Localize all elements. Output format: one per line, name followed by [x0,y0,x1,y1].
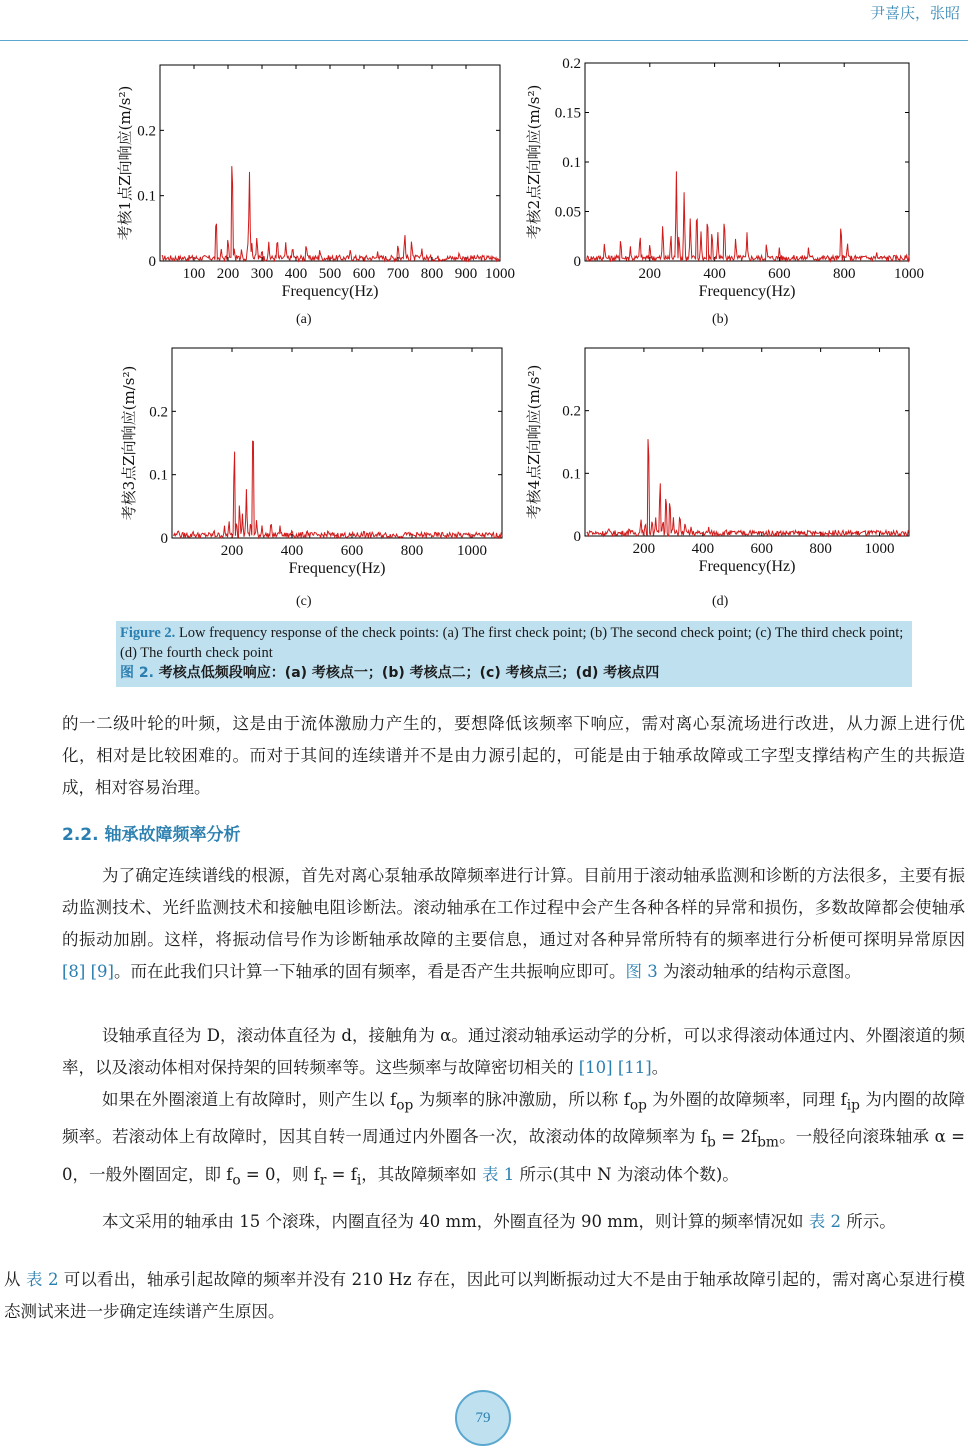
figure-caption [116,621,912,687]
chart-a-svg [118,55,518,305]
p4-sub-r: r [319,1171,327,1188]
plot-frame-c [172,348,502,538]
paragraph-1: 的一二级叶轮的叶频，这是由于流体激励力产生的，要想降低该频率下响应，需对离心泵流场进行改进，从力源上进行优化，相对是比较困难的。而对于其间的连续谱并不是由力源引起的，可能是由于轴承故障或工字型支撑结构产生的共振造成，相对容易治理。 [62,714,965,797]
y-tick-label-a: 0.2 [137,123,156,140]
y-tick-label-c: 0.1 [149,467,168,484]
y-tick-label-b: 0.05 [554,204,581,221]
x-tick-label-b: 200 [638,266,662,282]
x-tick-label-a: 500 [318,266,342,282]
p3-text-b: 。 [651,1058,669,1077]
p4-text-c: 为频率的脉冲激励，所以称 f [413,1090,630,1109]
p4-sub-ip: ip [846,1097,860,1114]
x-tick-label-a: 800 [420,266,444,282]
p4-sub-op-2: op [629,1097,647,1114]
y-axis-label-d: 考核4点Z向响应(m/s²) [525,364,543,520]
plot-frame-d [585,348,909,536]
x-tick-label-d: 600 [750,541,773,557]
panel-caption-d: (d) [712,594,729,609]
x-axis-label-c: Frequency(Hz) [288,560,386,577]
y-tick-label-b: 0 [573,254,581,270]
x-tick-label-a: 1000 [485,266,515,282]
paragraph-5 [62,1206,965,1238]
x-tick-label-b: 400 [703,266,726,282]
panel-caption-c: (c) [296,594,312,609]
chart-panel-b [525,55,925,305]
x-axis-label-b: Frequency(Hz) [698,283,796,300]
paragraph-6 [4,1264,965,1328]
y-axis-label-a: 考核1点Z向响应(m/s²) [116,85,134,241]
header-authors: 尹喜庆，张昭 [869,4,960,22]
table-2-link-2[interactable]: 表 2 [25,1270,59,1289]
figure-3-link[interactable]: 图 3 [625,962,658,981]
p2-text-b: 。而在此我们只计算一下轴承的固有频率，看是否产生共振响应即可。 [114,962,626,981]
x-tick-label-a: 200 [216,266,240,282]
y-tick-label-c: 0.2 [149,404,168,421]
y-tick-label-a: 0 [148,254,156,270]
y-tick-label-b: 0.1 [562,155,581,171]
table-1-link[interactable]: 表 1 [481,1164,515,1184]
x-tick-label-a: 300 [250,266,274,282]
p3-text-a: 设轴承直径为 D，滚动体直径为 d，接触角为 α。通过滚动轴承运动学的分析，可以求得滚动体通过内、外圈滚道的频率，以及滚动体相对保持架的回转频率等。这些频率与故障密切相关的 [62,1026,965,1077]
p6-text-b: 可以看出，轴承引起故障的频率并没有 210 Hz 存在，因此可以判断振动过大不是由于轴承故障引起的，需对离心泵进行模态测试来进一步确定连续谱产生原因。 [4,1270,965,1321]
x-tick-label-c: 400 [280,543,304,559]
x-tick-label-b: 800 [832,266,856,282]
chart-c-svg [118,340,518,588]
p4-sub-i: i [356,1171,362,1188]
x-tick-label-c: 200 [220,543,244,559]
y-tick-label-d: 0.1 [562,466,581,483]
p4-text-r: 所示(其中 N 为滚动体个数)。 [514,1164,739,1184]
y-tick-label-b: 0.15 [554,105,581,122]
table-2-link[interactable]: 表 2 [808,1212,842,1231]
p4-text-e: 为外圈的故障频率，同理 f [646,1090,847,1109]
x-tick-label-a: 600 [352,266,376,282]
chart-panel-c [118,340,518,588]
chart-d-svg [525,340,925,588]
paragraph-4 [62,1084,965,1196]
citation-10-11[interactable]: [10] [11] [578,1058,652,1077]
p4-sub-op: op [396,1097,414,1114]
p4-text-a: 如果在外圈滚道上有故障时，则产生以 f [102,1090,397,1109]
p4-text-g: 为内圈的故障频率。若滚动体上有故障时，因其自转一周通过内外圈各一次，故滚动体的故障频率为 f [62,1090,965,1147]
y-tick-label-c: 0 [160,531,168,547]
panel-caption-a: (a) [296,312,312,327]
p2-text-a: 为了确定连续谱线的根源，首先对离心泵轴承故障频率进行计算。目前用于滚动轴承监测和诊断的方法很多，主要有振动监测技术、光纤监测技术和接触电阻诊断法。滚动轴承在工作过程中会产生各种各样的异常和损伤，多数故障都会使轴承的振动加剧。这样，将振动信号作为诊断轴承故障的主要信息，通过对各种异常所特有的频率进行分析便可探明异常原因 [62,866,965,949]
p4-text-q: ，其故障频率如 [361,1164,482,1184]
y-axis-label-c: 考核3点Z向响应(m/s²) [120,365,138,521]
x-tick-label-c: 1000 [457,543,487,559]
p2-text-c: 为滚动轴承的结构示意图。 [657,962,861,981]
x-tick-label-c: 800 [400,543,424,559]
p4-sub-bm: bm [757,1134,779,1151]
x-axis-label-a: Frequency(Hz) [281,283,379,300]
p4-sub-b: b [707,1134,716,1151]
p4-text-o: = f [326,1164,357,1184]
x-axis-label-d: Frequency(Hz) [698,558,796,575]
figure-label-en: Figure 2. [120,625,176,641]
chart-panel-d [525,340,925,588]
figure-caption-cn-text: 考核点低频段响应：(a) 考核点一；(b) 考核点二；(c) 考核点三；(d) 考核点四 [153,665,660,681]
x-tick-label-a: 700 [386,266,410,282]
chart-b-svg [525,55,925,305]
x-tick-label-a: 400 [284,266,308,282]
x-tick-label-b: 600 [768,266,791,282]
x-tick-label-a: 900 [454,266,478,282]
figure-label-cn: 图 2. [120,665,154,681]
x-tick-label-c: 600 [340,543,364,559]
p4-sub-o: o [232,1171,241,1188]
x-tick-label-d: 800 [809,541,832,557]
p4-text-i: = 2f [715,1127,758,1147]
p6-text-a: 从 [4,1270,26,1289]
p5-text-b: 所示。 [841,1212,896,1231]
x-tick-label-d: 200 [632,541,656,557]
page-number: 79 [455,1390,511,1446]
plot-frame-a [160,65,500,261]
section-title: 2.2. 轴承故障频率分析 [62,825,241,845]
citation-8-9[interactable]: [8] [9] [62,962,114,981]
x-tick-label-d: 1000 [864,541,895,557]
paragraph-3 [62,1020,965,1084]
x-tick-label-a: 100 [182,266,206,282]
x-tick-label-b: 1000 [894,266,924,282]
p4-text-k: 。一般径向滚珠轴承 α = 0，一般外圈固定，即 f [62,1127,965,1184]
panel-caption-b: (b) [712,312,729,327]
plot-frame-b [585,63,909,261]
chart-panel-a [118,55,518,305]
p4-text-m: = 0，则 f [240,1164,320,1184]
figure-caption-cn [120,663,908,683]
header-rule [0,40,968,41]
p5-text-a: 本文采用的轴承由 15 个滚珠，内圈直径为 40 mm，外圈直径为 90 mm，则计算的频率情况如 [102,1212,809,1231]
y-tick-label-a: 0.1 [137,188,156,205]
paragraph-2 [62,860,965,988]
y-tick-label-d: 0.2 [562,403,581,420]
y-axis-label-b: 考核2点Z向响应(m/s²) [525,84,543,240]
x-tick-label-d: 400 [691,541,715,557]
figure-caption-en-text: Low frequency response of the check points: (a) The first check point; (b) The second check point; (c) The third check point; (d) The fourth check point [120,625,904,661]
y-tick-label-b: 0.2 [562,56,581,72]
figure-caption-en [120,623,908,663]
y-tick-label-d: 0 [573,529,581,545]
